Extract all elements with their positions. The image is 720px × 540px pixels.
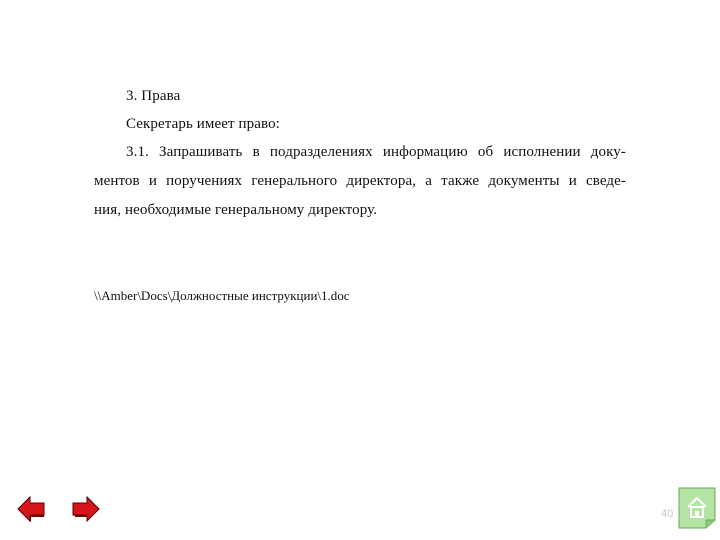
next-slide-button[interactable] [71,494,101,524]
paragraph-line-2: ментов и поручениях генерального директора, а также документы и сведе- [94,173,626,189]
file-path-link[interactable]: \\Amber\Docs\Должностные инструкции\1.doc [94,288,350,303]
home-icon [678,487,716,529]
right-arrow-icon [71,494,101,524]
home-button[interactable] [678,487,716,529]
section-heading: 3. Права [126,88,181,104]
left-arrow-icon [16,494,46,524]
page-number: 40 [661,508,674,520]
paragraph-line-3: ния, необходимые генеральному директору. [94,202,378,218]
section-intro: Секретарь имеет право: [126,116,280,132]
previous-slide-button[interactable] [16,494,46,524]
paragraph-line-1: 3.1. Запрашивать в подразделениях информацию об исполнении доку- [126,144,626,160]
